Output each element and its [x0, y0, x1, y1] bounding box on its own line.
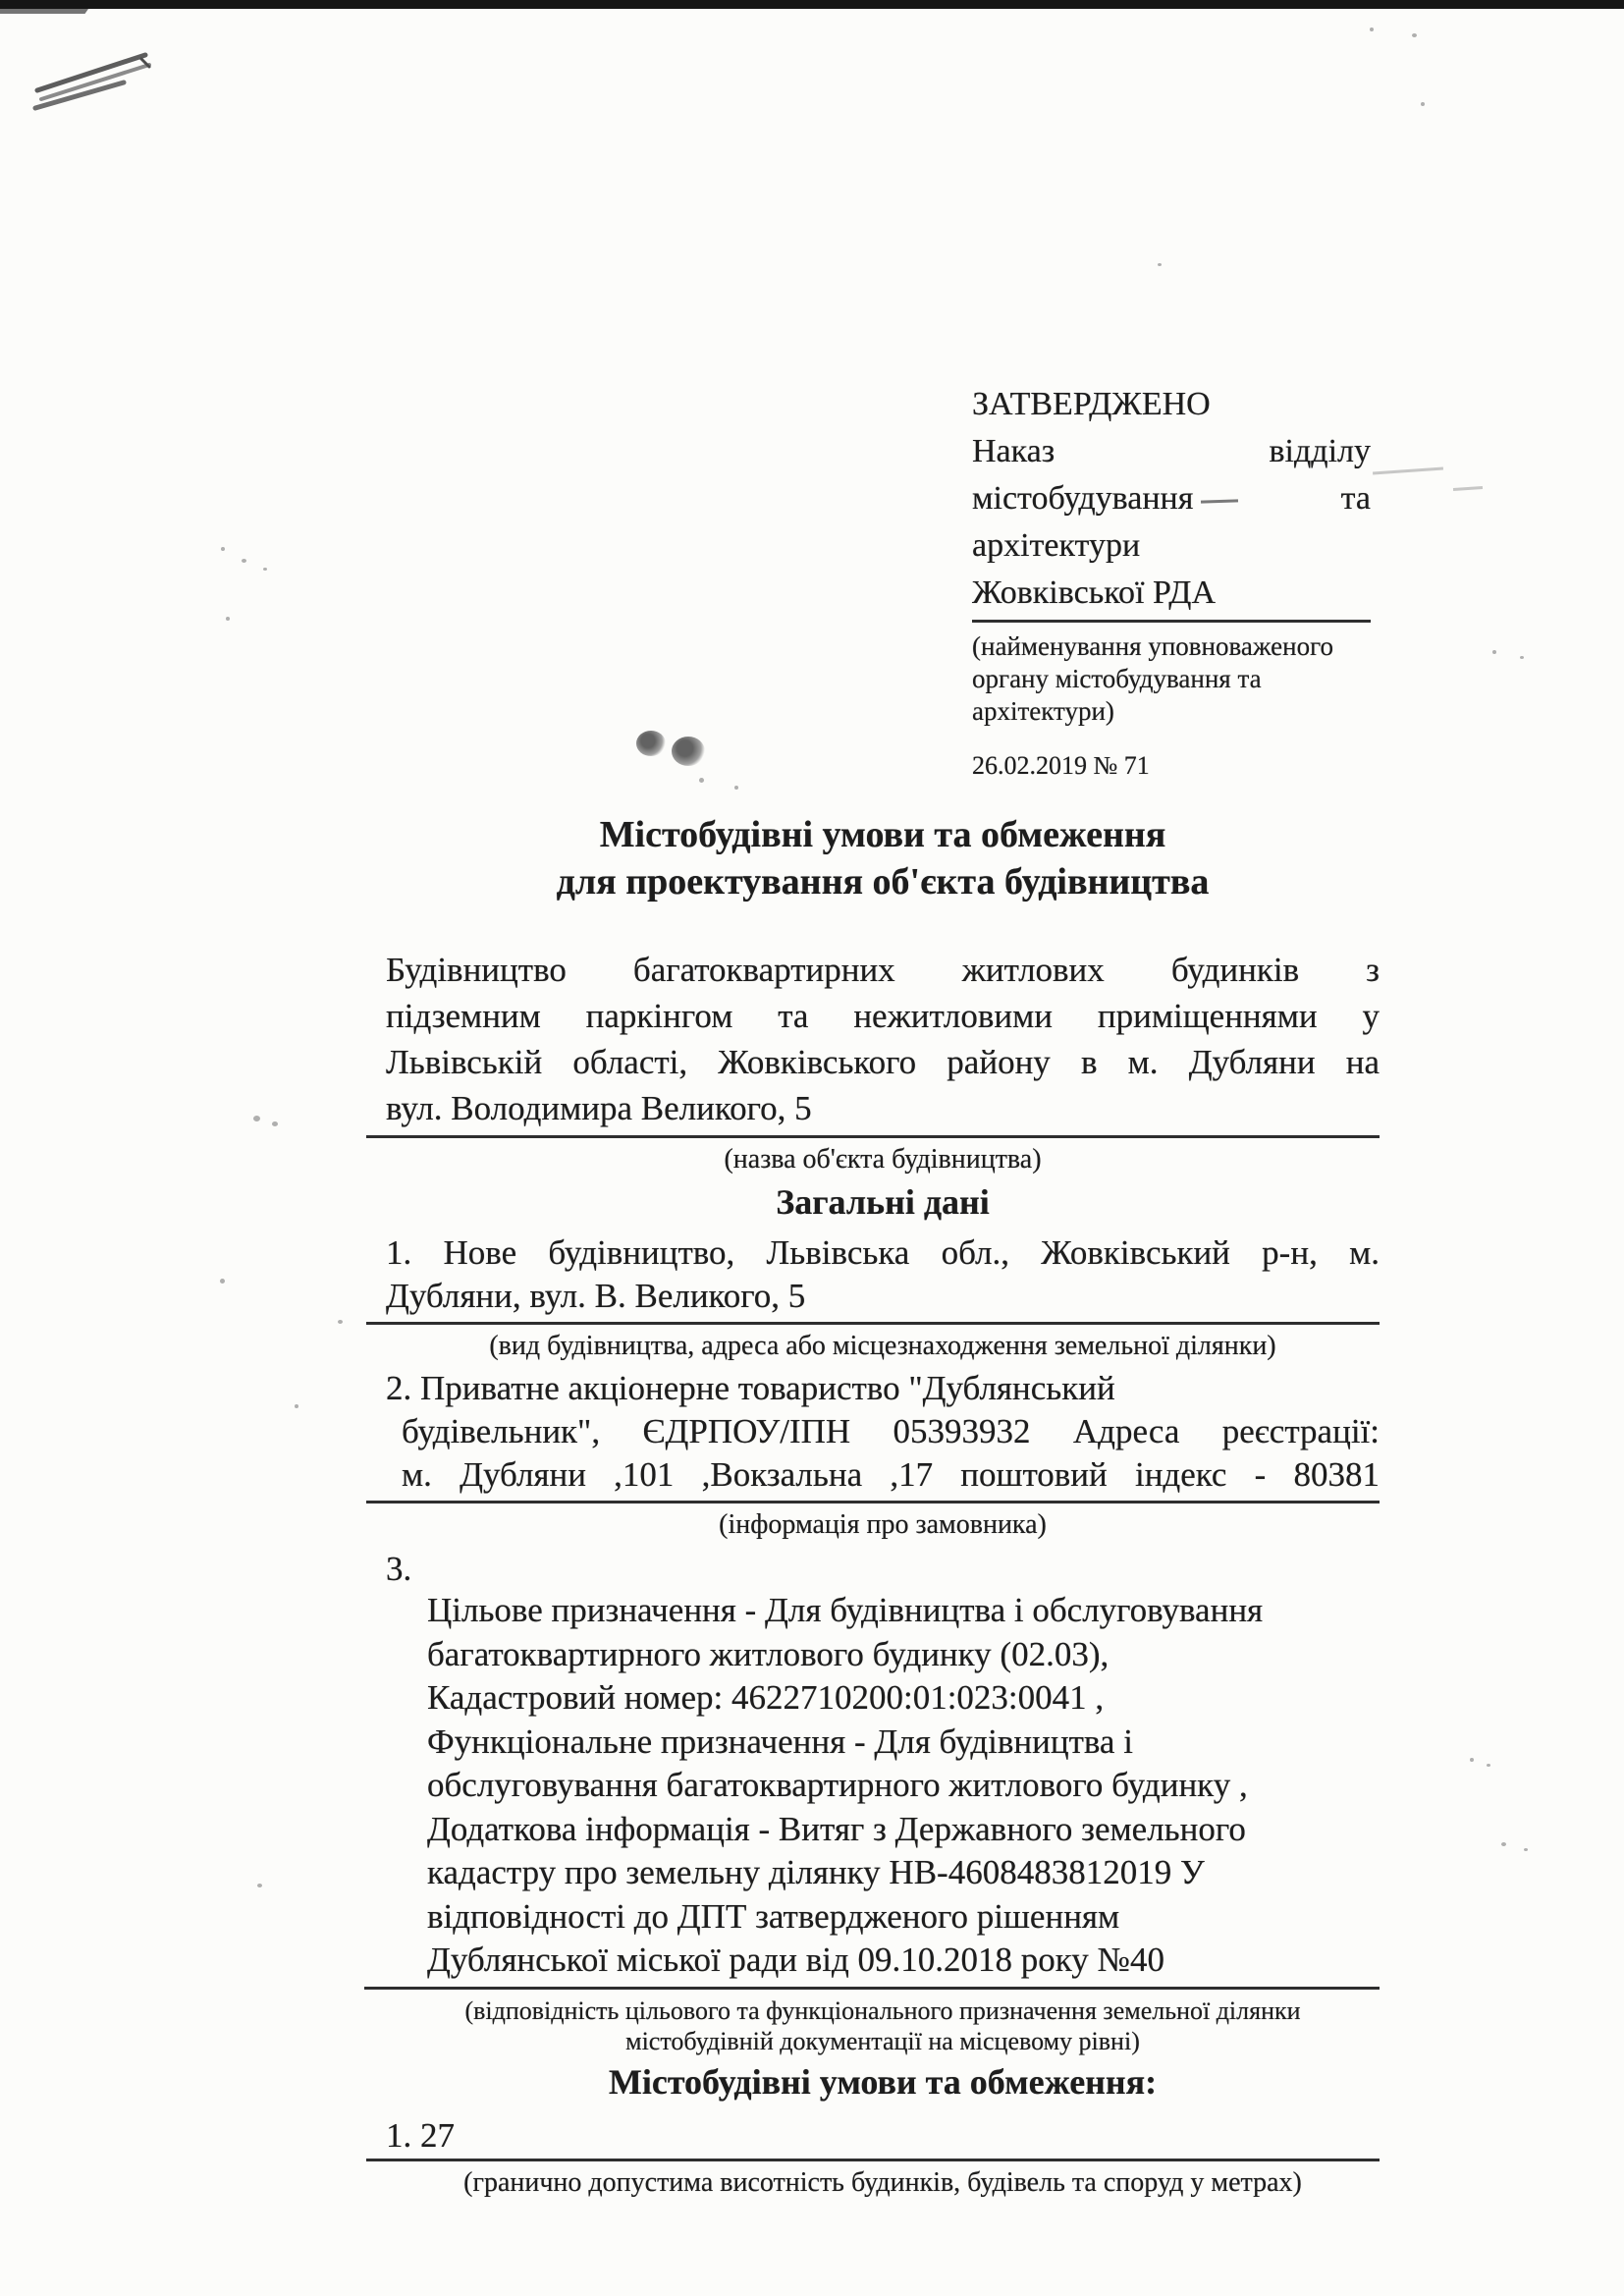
approved-authority-underlined: [972, 570, 1371, 623]
item1-address-underlined: Дубляни, вул. В. Великого, 5: [366, 1275, 1380, 1325]
approved-authority-name: Жовківської РДА: [972, 574, 1217, 611]
scan-speck: [226, 617, 230, 621]
scan-squiggle: [1373, 466, 1443, 474]
scan-squiggle: [1453, 486, 1483, 491]
scan-speck: [1524, 1848, 1528, 1851]
document-body: [386, 811, 1380, 2198]
scan-speck: [699, 778, 704, 783]
approved-date: 26.02.2019 № 71: [972, 751, 1150, 780]
approved-heading: ЗАТВЕРДЖЕНО: [972, 386, 1211, 422]
item2-caption: (інформація про замовника): [719, 1509, 1047, 1540]
item2-address-underlined: м. Дубляни ,101 ,Вокзальна ,17 поштовий індекс - 80381: [366, 1453, 1380, 1503]
conditions-item-1: [386, 2117, 1380, 2198]
approved-order-value: відділу: [1269, 433, 1371, 469]
ink-smudge: [636, 731, 666, 756]
document-title: Містобудівні умови та обмеження для проектування об'єкта будівництва: [556, 814, 1210, 902]
scan-speck: [221, 547, 225, 551]
scan-dash-artifact: [1201, 499, 1238, 503]
scan-speck: [1520, 656, 1524, 659]
approved-order-line: [972, 428, 1371, 475]
scan-speck: [1470, 1758, 1474, 1762]
max-height-value-underlined: 1. 27: [366, 2117, 1380, 2161]
scan-speck: [1158, 263, 1162, 266]
conditions-heading: Містобудівні умови та обмеження:: [608, 2061, 1158, 2102]
object-name-underlined: вул. Володимира Великого, 5: [366, 1085, 1380, 1138]
scan-speck: [734, 786, 738, 790]
approved-dept-left: містобудування: [972, 480, 1194, 517]
general-data-heading: Загальні дані: [776, 1182, 990, 1222]
scan-speck: [1487, 1764, 1490, 1767]
approved-caption: (найменування уповноваженого органу містобудування та архітектури): [972, 631, 1333, 726]
scan-speck: [295, 1404, 298, 1408]
object-name-caption: (назва об'єкта будівництва): [724, 1144, 1042, 1175]
scan-speck: [263, 568, 267, 571]
object-paragraph: Будівництво багатоквартирних житлових будинків з підземним паркінгом та нежитловими приміщеннями у Львівській області, Жовківського району в м. Дубляни на вул. Володимира Великого, 5 (назва об'єкта будівництва): [386, 947, 1380, 1175]
scan-speck: [1412, 33, 1417, 37]
approved-dept-line2: архітектури: [972, 527, 1141, 564]
scan-speck: [338, 1320, 343, 1324]
scan-speck: [220, 1279, 225, 1284]
general-item-2: 2. Приватне акціонерне товариство "Дублянський будівельник", ЄДРПОУ/ІПН 05393932 Адреса реєстрації: м. Дубляни ,101 ,Вокзальна ,17 поштовий індекс - 80381 (інформація про замовника): [386, 1367, 1380, 1540]
scan-speck: [272, 1121, 278, 1126]
scan-speck: [1370, 27, 1374, 31]
scan-edge-bar: [0, 0, 1624, 9]
approved-dept-right: та: [1340, 480, 1371, 517]
approved-order-label: Наказ: [972, 433, 1056, 469]
item3-underline: [364, 1987, 1380, 1990]
item3-caption: (відповідність цільового та функціонального призначення земельної ділянки містобудівній документації на місцевому рівні): [464, 1995, 1301, 2055]
max-height-caption: (гранично допустима висотність будинків, будівель та споруд у метрах): [463, 2166, 1302, 2198]
general-item-3: Цільове призначення - Для будівництва і обслуговування багатоквартирного житлового будинку (02.03), Кадастровий номер: 4622710200:01:023:0041 , Функціональне призначення - Для будівництва і обслуговування багатоквартирного житлового будинку , Додаткова інформація - Витяг з Державного земельного кадастру про земельну ділянку НВ-4608483812019 У відповідності до ДПТ затвердженого рішенням Дублянської міської ради від 09.10.2018 року №40 (відповідність цільового та функціонального призначення земельної ділянки містобудівній документації на місцевому рівні): [386, 1589, 1380, 2056]
item3-number: 3.: [386, 1550, 412, 1588]
scan-speck: [253, 1116, 260, 1121]
item1-caption: (вид будівництва, адреса або місцезнаходження земельної ділянки): [489, 1331, 1276, 1361]
scan-edge-bar-shadow: [0, 9, 88, 14]
scan-speck: [1492, 650, 1496, 654]
staple-mark-icon: [27, 45, 165, 125]
general-item-1: 1. Нове будівництво, Львівська обл., Жовківський р-н, м. Дубляни, вул. В. Великого, 5 (вид будівництва, адреса або місцезнаходження земельної ділянки): [386, 1231, 1380, 1361]
scan-speck: [1501, 1842, 1506, 1846]
ink-smudge: [672, 737, 705, 766]
scan-speck: [1421, 102, 1425, 106]
scan-speck: [242, 559, 246, 563]
scan-speck: [257, 1884, 262, 1887]
approved-block: [972, 381, 1371, 781]
approved-dept-line: [972, 475, 1371, 522]
